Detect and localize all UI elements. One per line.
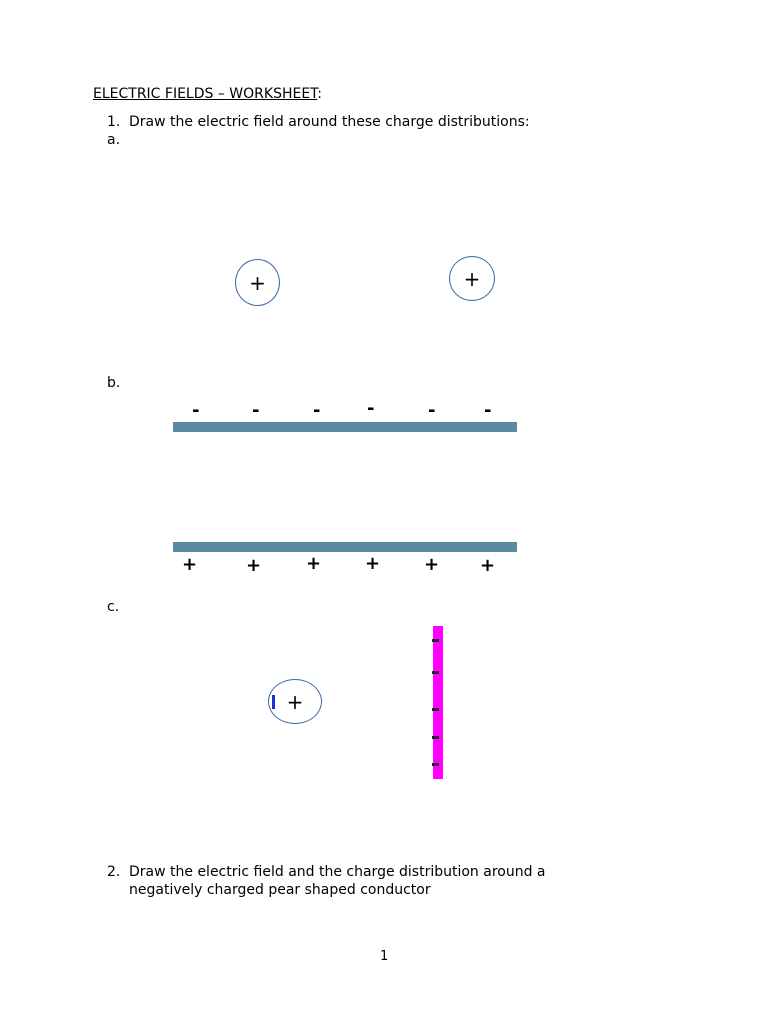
negative-sign: - bbox=[313, 400, 321, 421]
rod-negative-mark bbox=[432, 763, 439, 766]
worksheet-title bbox=[93, 86, 322, 102]
positive-sign: + bbox=[480, 555, 496, 576]
title-text: ELECTRIC FIELDS – WORKSHEET bbox=[93, 86, 318, 102]
positive-sign: + bbox=[463, 266, 481, 291]
negative-sign: - bbox=[367, 398, 375, 419]
negative-sign: - bbox=[428, 400, 436, 421]
title-suffix: : bbox=[317, 86, 322, 102]
question-2-line-1: Draw the electric field and the charge distribution around a bbox=[129, 864, 546, 880]
negative-plate bbox=[173, 422, 517, 432]
rod-negative-mark bbox=[432, 671, 439, 674]
negative-sign: - bbox=[484, 400, 492, 421]
page-number: 1 bbox=[380, 949, 389, 964]
positive-charge-3 bbox=[268, 679, 322, 724]
positive-sign: + bbox=[286, 689, 304, 714]
question-1-text: Draw the electric field around these charge distributions: bbox=[129, 114, 530, 130]
positive-sign: + bbox=[424, 554, 440, 575]
positive-sign: + bbox=[365, 553, 381, 574]
rod-negative-mark bbox=[432, 708, 439, 711]
rod-negative-mark bbox=[432, 639, 439, 642]
part-a-label: a. bbox=[107, 132, 121, 148]
positive-sign: + bbox=[182, 554, 198, 575]
positive-plate bbox=[173, 542, 517, 552]
question-2-number: 2. bbox=[107, 864, 121, 880]
positive-sign: + bbox=[306, 553, 322, 574]
part-c-label: c. bbox=[107, 599, 120, 615]
positive-sign: + bbox=[249, 270, 266, 295]
question-2-line-2: negatively charged pear shaped conductor bbox=[129, 882, 431, 898]
positive-sign: + bbox=[246, 555, 262, 576]
rod-negative-mark bbox=[432, 736, 439, 739]
positive-charge-2 bbox=[449, 256, 495, 301]
negatively-charged-rod bbox=[433, 626, 443, 779]
negative-sign: - bbox=[252, 400, 260, 421]
positive-charge-1 bbox=[235, 259, 280, 306]
text-cursor-mark bbox=[272, 695, 275, 709]
question-2 bbox=[107, 864, 546, 880]
question-1-number: 1. bbox=[107, 114, 121, 130]
question-1 bbox=[107, 114, 530, 130]
negative-sign: - bbox=[192, 400, 200, 421]
part-b-label: b. bbox=[107, 375, 121, 391]
